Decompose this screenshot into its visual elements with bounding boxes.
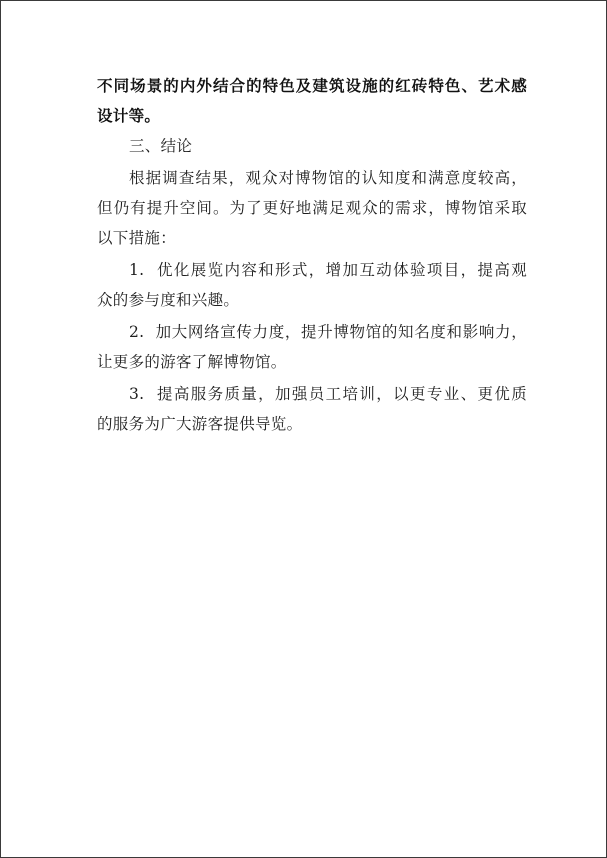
measure-1-line-1: 1. 优化展览内容和形式，增加互动体验项目，提高观 xyxy=(129,261,527,279)
measure-3-line-1: 3. 提高服务质量，加强员工培训，以更专业、更优质 xyxy=(129,385,527,403)
intro-line-3: 以下措施： xyxy=(97,229,177,247)
intro-line-1: 根据调查结果，观众对博物馆的认知度和满意度较高， xyxy=(129,169,527,187)
measure-1-line-2: 众的参与度和兴趣。 xyxy=(97,291,240,309)
intro-line-2: 但仍有提升空间。为了更好地满足观众的需求，博物馆采取 xyxy=(97,199,527,217)
section-heading-conclusion: 三、结论 xyxy=(129,137,193,155)
measure-2-line-1: 2. 加大网络宣传力度，提升博物馆的知名度和影响力， xyxy=(129,323,527,341)
document-body xyxy=(97,73,527,437)
continuation-line-1: 不同场景的内外结合的特色及建筑设施的红砖特色、艺术感 xyxy=(97,76,527,95)
measure-3-line-2: 的服务为广大游客提供导览。 xyxy=(97,415,303,433)
continuation-line-2: 设计等。 xyxy=(97,106,161,125)
measure-2-line-2: 让更多的游客了解博物馆。 xyxy=(97,353,287,371)
